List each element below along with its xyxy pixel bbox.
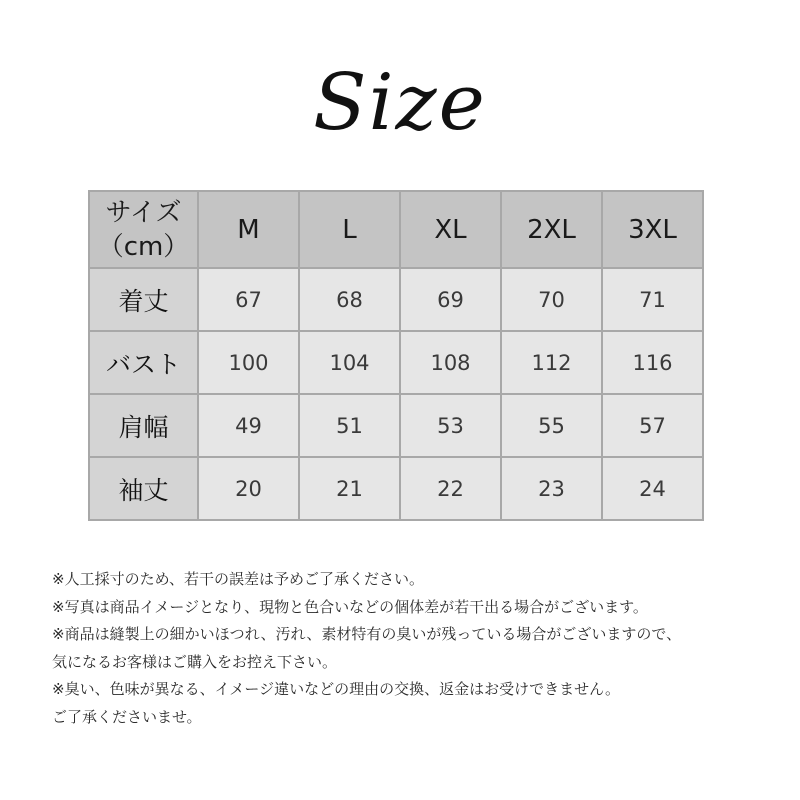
- table-row: [89, 331, 703, 394]
- note-line: ※商品は縫製上の細かいほつれ、汚れ、素材特有の臭いが残っている場合がございますので、: [52, 625, 682, 643]
- table-cell: 21: [299, 457, 400, 520]
- table-cell: 100: [198, 331, 299, 394]
- table-row: [89, 394, 703, 457]
- size-column-header: XL: [400, 191, 501, 268]
- note-line: 気になるお客様はご購入をお控え下さい。: [52, 652, 338, 671]
- notes-block: [52, 566, 782, 731]
- size-header-row: [89, 191, 703, 268]
- table-cell: 24: [602, 457, 703, 520]
- table-cell: 71: [602, 268, 703, 331]
- table-cell: 104: [299, 331, 400, 394]
- page-title: Size: [313, 58, 487, 148]
- table-cell: 22: [400, 457, 501, 520]
- size-unit-header: [89, 191, 198, 268]
- table-cell: 57: [602, 394, 703, 457]
- table-cell: 23: [501, 457, 602, 520]
- note-line: ※写真は商品イメージとなり、現物と色合いなどの個体差が若干出る場合がございます。: [52, 597, 648, 616]
- size-column-header: L: [299, 191, 400, 268]
- note-line: ※臭い、色味が異なる、イメージ違いなどの理由の交換、返金はお受けできません。: [52, 680, 621, 698]
- table-cell: 67: [198, 268, 299, 331]
- table-cell: 55: [501, 394, 602, 457]
- row-label-shoulder: 肩幅: [89, 394, 198, 457]
- table-row: [89, 457, 703, 520]
- note-line: ご了承くださいませ。: [52, 707, 202, 726]
- size-column-header: M: [198, 191, 299, 268]
- table-cell: 108: [400, 331, 501, 394]
- table-cell: 116: [602, 331, 703, 394]
- table-cell: 49: [198, 394, 299, 457]
- note-line: ※人工採寸のため、若干の誤差は予めご了承ください。: [52, 570, 424, 588]
- table-row: [89, 268, 703, 331]
- row-label-length: 着丈: [89, 268, 198, 331]
- size-column-header: 2XL: [501, 191, 602, 268]
- table-cell: 53: [400, 394, 501, 457]
- size-column-header: 3XL: [602, 191, 703, 268]
- size-table: [88, 190, 704, 521]
- row-label-bust: バスト: [89, 331, 198, 394]
- table-cell: 69: [400, 268, 501, 331]
- table-cell: 68: [299, 268, 400, 331]
- table-cell: 51: [299, 394, 400, 457]
- table-cell: 70: [501, 268, 602, 331]
- table-cell: 112: [501, 331, 602, 394]
- unit-label: （cm）: [97, 231, 190, 262]
- row-label-sleeve: 袖丈: [89, 457, 198, 520]
- size-header-label: サイズ: [105, 197, 182, 228]
- table-cell: 20: [198, 457, 299, 520]
